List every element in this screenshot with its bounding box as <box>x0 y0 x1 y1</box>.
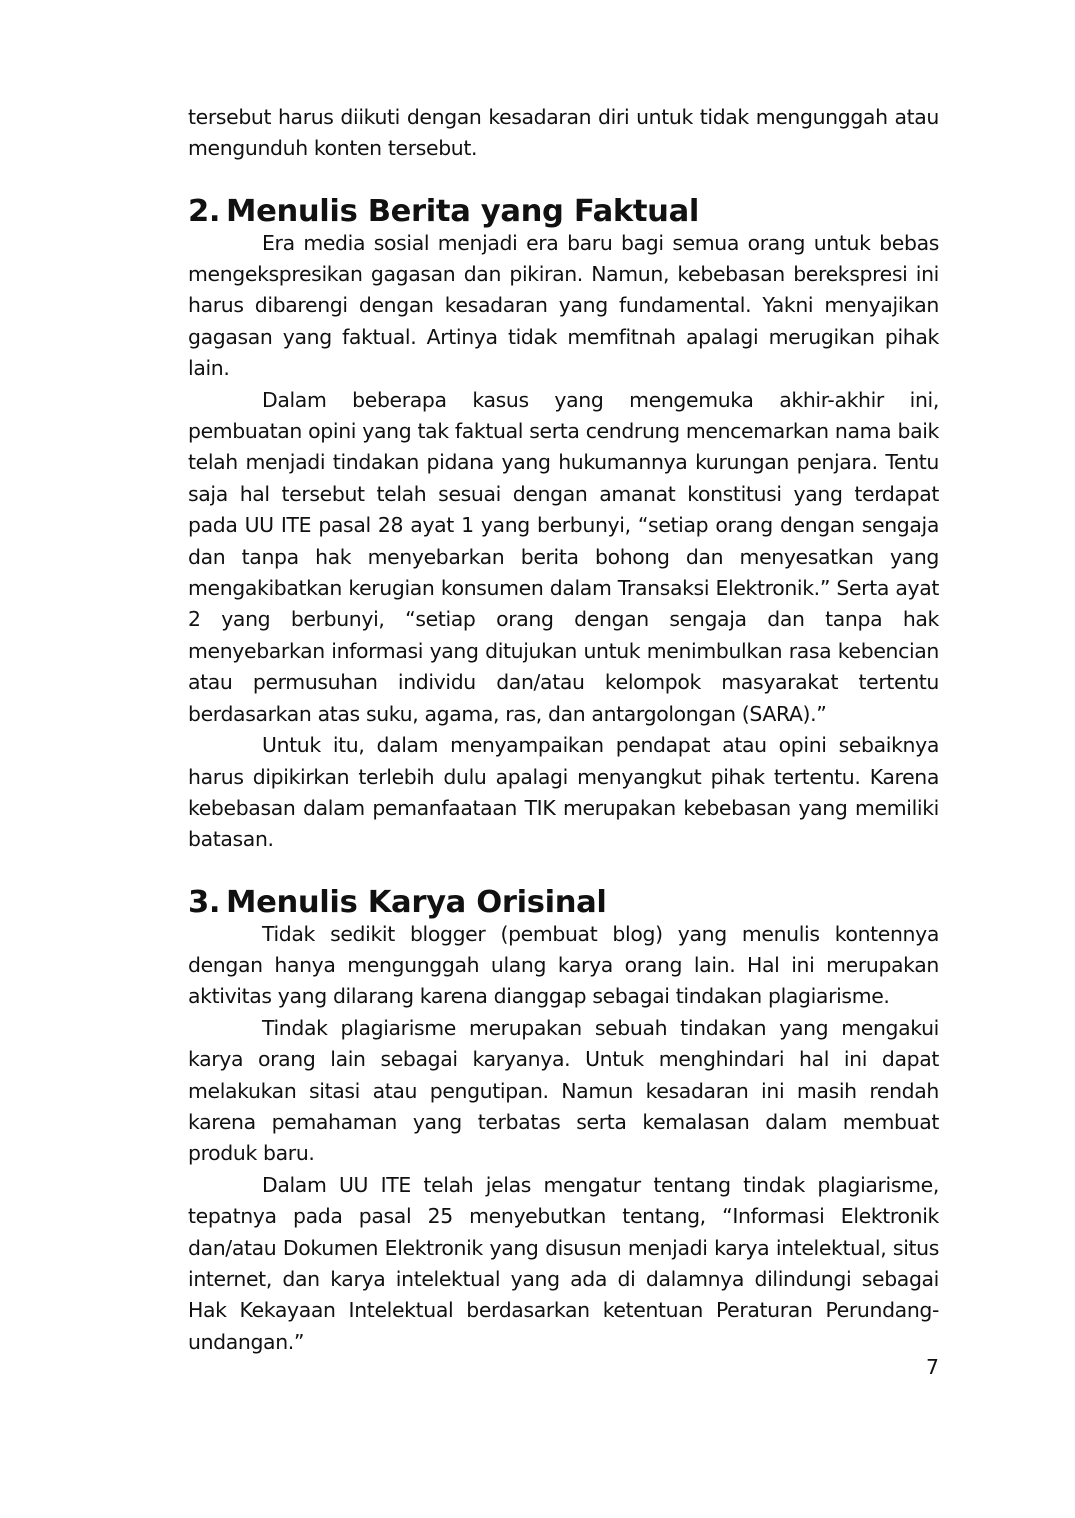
section-spacer <box>188 165 939 196</box>
section-number: 3. <box>188 885 221 921</box>
intro-paragraph: tersebut harus diikuti dengan kesadaran diri untuk tidak mengunggah atau mengunduh konten tersebut. <box>188 105 939 161</box>
body-paragraph: Tidak sedikit blogger (pembuat blog) yang menulis kontennya dengan hanya mengunggah ulang karya orang lain. Hal ini merupakan aktivitas yang dilarang karena dianggap sebagai tindakan plagiarisme. <box>188 921 939 1009</box>
section-spacer <box>188 856 939 887</box>
section-title: Menulis Karya Orisinal <box>226 885 607 921</box>
body-paragraph: Dalam beberapa kasus yang mengemuka akhir-akhir ini, pembuatan opini yang tak faktual serta cendrung mencemarkan nama baik telah menjadi tindakan pidana yang hukumannya kurungan penjara. Tentu saja hal tersebut telah sesuai dengan amanat konstitusi yang terdapat pada UU ITE pasal 28 ayat 1 yang berbunyi, “setiap orang dengan sengaja dan tanpa hak menyebarkan berita bohong dan menyesatkan yang mengakibatkan kerugian konsumen dalam Transaksi Elektronik.” Serta ayat 2 yang berbunyi, “setiap orang dengan sengaja dan tanpa hak menyebarkan informasi yang ditujukan untuk menimbulkan rasa kebencian atau permusuhan individu dan/atau kelompok masyarakat tertentu berdasarkan atas suku, agama, ras, dan antargolongan (SARA).” <box>188 387 939 726</box>
body-paragraph: Dalam UU ITE telah jelas mengatur tentang tindak plagiarisme, tepatnya pada pasal 25 menyebutkan tentang, “Informasi Elektronik dan/atau Dokumen Elektronik yang disusun menjadi karya intelektual, situs internet, dan karya intelektual yang ada di dalamnya dilindungi sebagai Hak Kekayaan Intelektual berdasarkan ketentuan Peraturan Perundang-undangan.” <box>188 1172 939 1354</box>
page-content <box>188 102 939 1358</box>
section-heading-3 <box>188 885 939 921</box>
body-paragraph: Tindak plagiarisme merupakan sebuah tindakan yang mengakui karya orang lain sebagai karyanya. Untuk menghindari hal ini dapat melakukan sitasi atau pengutipan. Namun kesadaran ini masih rendah karena pemahaman yang terbatas serta kemalasan dalam membuat produk baru. <box>188 1015 939 1166</box>
section-heading-2 <box>188 194 939 230</box>
body-paragraph: Untuk itu, dalam menyampaikan pendapat atau opini sebaiknya harus dipikirkan terlebih dulu apalagi menyangkut pihak tertentu. Karena kebebasan dalam pemanfaataan TIK merupakan kebebasan yang memiliki batasan. <box>188 733 939 852</box>
body-paragraph: Era media sosial menjadi era baru bagi semua orang untuk bebas mengekspresikan gagasan dan pikiran. Namun, kebebasan berekspresi ini harus dibarengi dengan kesadaran yang fundamental. Yakni menyajikan gagasan yang faktual. Artinya tidak memfitnah apalagi merugikan pihak lain. <box>188 230 939 381</box>
section-title: Menulis Berita yang Faktual <box>226 194 700 230</box>
section-number: 2. <box>188 194 221 230</box>
page-number: 7 <box>926 1355 939 1379</box>
